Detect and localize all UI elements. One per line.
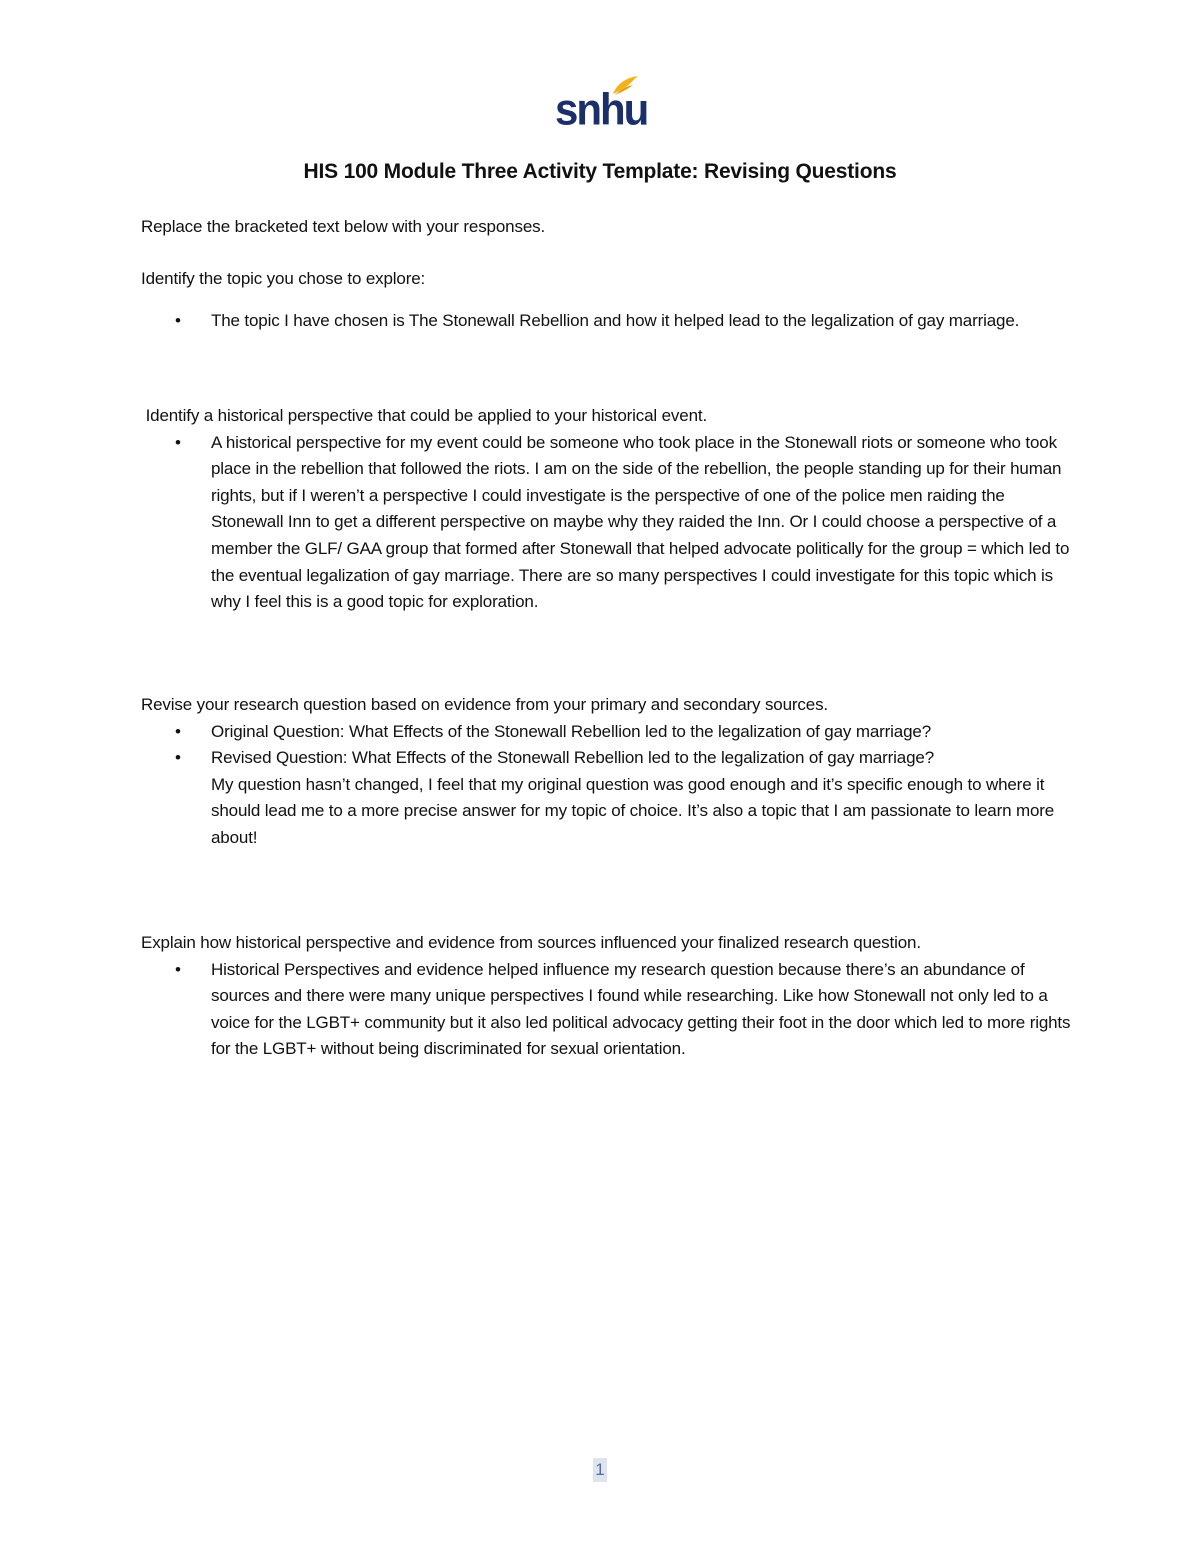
- section-perspective: [141, 403, 1071, 616]
- list-item: [141, 745, 1071, 851]
- intro-instruction: [141, 214, 1071, 241]
- page-number: 1: [593, 1458, 607, 1482]
- intro-text: Replace the bracketed text below with your responses.: [141, 217, 546, 236]
- section-explain: [141, 930, 1071, 1063]
- bullet-icon: •: [175, 432, 181, 452]
- section-revise-list: [141, 719, 1071, 852]
- bullet-icon: •: [175, 959, 181, 979]
- list-item: [141, 430, 1071, 616]
- section-topic: [141, 266, 1071, 334]
- section-topic-list: [141, 308, 1071, 335]
- list-item: [141, 308, 1071, 335]
- list-item-text: Revised Question: What Effects of the Stonewall Rebellion led to the legalization of gay marriage?: [211, 748, 935, 768]
- section-revise-heading: Revise your research question based on evidence from your primary and secondary sources.: [141, 695, 828, 714]
- list-item-text: The topic I have chosen is The Stonewall Rebellion and how it helped lead to the legalization of gay marriage.: [211, 310, 1020, 330]
- list-item-text: Original Question: What Effects of the Stonewall Rebellion led to the legalization of gay marriage?: [211, 721, 932, 741]
- list-item-continuation: My question hasn’t changed, I feel that my original question was good enough and it’s specific enough to where it should lead me to a more precise answer for my topic of choice. It’s also a topic that I am passionate to learn more about!: [211, 774, 1055, 847]
- section-perspective-heading: Identify a historical perspective that could be applied to your historical event.: [141, 406, 708, 425]
- section-perspective-list: [141, 430, 1071, 616]
- list-item-text: A historical perspective for my event could be someone who took place in the Stonewall riots or someone who took place in the rebellion that followed the riots. I am on the side of the rebellion, the people standing up for their human rights, but if I weren’t a perspective I could investigate is the perspective of one of the police men raiding the Stonewall Inn to get a different perspective on maybe why they raided the Inn. Or I could choose a perspective of a member the GLF/ GAA group that formed after Stonewall that helped advocate politically for the group = which led to the eventual legalization of gay marriage. There are so many perspectives I could investigate for this topic which is why I feel this is a good topic for exploration.: [211, 432, 1070, 612]
- bullet-icon: •: [175, 310, 181, 330]
- snhu-logo: [555, 72, 648, 135]
- bullet-icon: •: [175, 748, 181, 768]
- bullet-icon: •: [175, 721, 181, 741]
- list-item: [141, 957, 1071, 1063]
- section-explain-list: [141, 957, 1071, 1063]
- section-revise: [141, 692, 1071, 852]
- list-item: [141, 719, 1071, 746]
- section-topic-heading: Identify the topic you chose to explore:: [141, 269, 426, 288]
- section-explain-heading: Explain how historical perspective and evidence from sources influenced your finalized research question.: [141, 933, 921, 952]
- list-item-text: Historical Perspectives and evidence helped influence my research question because there’s an abundance of sources and there were many unique perspectives I found while researching. Like how Stonewall not only led to a voice for the LGBT+ community but it also led political advocacy getting their foot in the door which led to more rights for the LGBT+ without being discriminated for sexual orientation.: [211, 959, 1071, 1059]
- document-title: HIS 100 Module Three Activity Template: Revising Questions: [303, 160, 897, 183]
- logo-wordmark: snhu: [555, 84, 648, 135]
